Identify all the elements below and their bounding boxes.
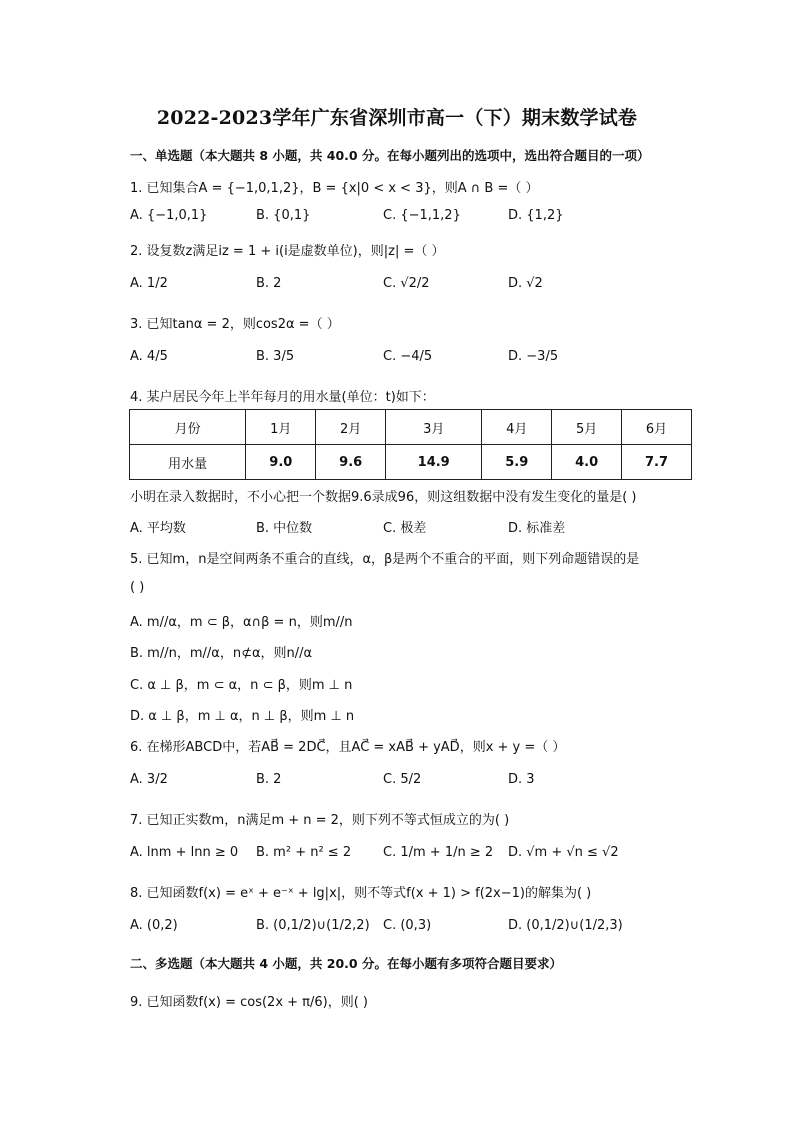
question-5-option-a: A. m//α，m ⊂ β，α∩β = n，则m//n (130, 615, 353, 630)
table-header-row (130, 410, 692, 445)
question-6-option-c: C. 5/2 (383, 772, 422, 787)
question-8-option-a: A. (0,2) (130, 918, 178, 933)
question-3-option-b: B. 3/5 (256, 349, 295, 364)
table-cell: 5.9 (482, 445, 552, 480)
question-6-stem: 6. 在梯形ABCD中，若AB⃗ = 2DC⃗，且AC⃗ = xAB⃗ + yAD⃗，则x + y =（ ） (130, 740, 566, 755)
question-9-stem: 9. 已知函数f(x) = cos(2x + π/6)，则( ) (130, 995, 368, 1010)
question-4-stem: 4. 某户居民今年上半年每月的用水量(单位：t)如下： (130, 390, 435, 405)
question-5-stem-continued: ( ) (130, 580, 145, 595)
question-1-option-c: C. {−1,1,2} (383, 208, 461, 223)
question-4-option-c: C. 极差 (383, 521, 427, 536)
question-8-option-d: D. (0,1/2)∪(1/2,3) (508, 918, 623, 933)
question-4-option-a: A. 平均数 (130, 521, 186, 536)
table-cell: 2月 (316, 410, 386, 445)
table-cell: 1月 (246, 410, 316, 445)
table-cell: 5月 (552, 410, 622, 445)
table-cell: 3月 (386, 410, 482, 445)
question-7-option-d: D. √m + √n ≤ √2 (508, 845, 619, 860)
water-usage-table (129, 409, 692, 480)
question-5-stem: 5. 已知m，n是空间两条不重合的直线，α，β是两个不重合的平面，则下列命题错误的是 (130, 552, 640, 567)
question-5-option-c: C. α ⊥ β，m ⊂ α，n ⊂ β，则m ⊥ n (130, 678, 353, 693)
question-2-option-d: D. √2 (508, 276, 543, 291)
question-7-option-b: B. m² + n² ≤ 2 (256, 845, 352, 860)
question-2-option-b: B. 2 (256, 276, 282, 291)
question-8-stem: 8. 已知函数f(x) = eˣ + e⁻ˣ + lg|x|，则不等式f(x + 1) > f(2x−1)的解集为( ) (130, 886, 592, 901)
question-5-option-b: B. m//n，m//α，n⊄α，则n//α (130, 646, 313, 661)
question-3-option-a: A. 4/5 (130, 349, 168, 364)
question-1-option-a: A. {−1,0,1} (130, 208, 208, 223)
question-7-option-c: C. 1/m + 1/n ≥ 2 (383, 845, 494, 860)
table-cell: 用水量 (130, 445, 246, 480)
question-6-option-d: D. 3 (508, 772, 535, 787)
question-4-followup: 小明在录入数据时，不小心把一个数据9.6录成96，则这组数据中没有发生变化的量是( ) (130, 490, 637, 505)
question-1-option-b: B. {0,1} (256, 208, 311, 223)
page-title: 2022-2023学年广东省深圳市高一（下）期末数学试卷 (156, 107, 638, 129)
table-cell: 9.6 (316, 445, 386, 480)
table-cell: 14.9 (386, 445, 482, 480)
question-7-stem: 7. 已知正实数m，n满足m + n = 2，则下列不等式恒成立的为( ) (130, 813, 510, 828)
section-heading-multiple-choice: 二、多选题（本大题共 4 小题，共 20.0 分。在每小题有多项符合题目要求） (130, 956, 562, 971)
table-row (130, 445, 692, 480)
question-4-option-b: B. 中位数 (256, 521, 313, 536)
question-1-stem: 1. 已知集合A = {−1,0,1,2}，B = {x|0 < x < 3}，则A ∩ B =（ ） (130, 181, 539, 196)
question-3-option-c: C. −4/5 (383, 349, 433, 364)
question-2-option-c: C. √2/2 (383, 276, 430, 291)
table-cell: 4.0 (552, 445, 622, 480)
table-cell: 6月 (622, 410, 692, 445)
table-cell: 7.7 (622, 445, 692, 480)
question-8-option-c: C. (0,3) (383, 918, 432, 933)
question-8-option-b: B. (0,1/2)∪(1/2,2) (256, 918, 370, 933)
question-5-option-d: D. α ⊥ β，m ⊥ α，n ⊥ β，则m ⊥ n (130, 709, 355, 724)
question-2-stem: 2. 设复数z满足iz = 1 + i(i是虚数单位)，则|z| =（ ） (130, 244, 445, 259)
question-7-option-a: A. lnm + lnn ≥ 0 (130, 845, 239, 860)
table-cell: 9.0 (246, 445, 316, 480)
question-3-option-d: D. −3/5 (508, 349, 559, 364)
question-1-option-d: D. {1,2} (508, 208, 564, 223)
section-heading-single-choice: 一、单选题（本大题共 8 小题，共 40.0 分。在每小题列出的选项中，选出符合题目的一项） (130, 148, 650, 163)
question-4-option-d: D. 标准差 (508, 521, 566, 536)
question-3-stem: 3. 已知tanα = 2，则cos2α =（ ） (130, 317, 340, 332)
table-cell: 4月 (482, 410, 552, 445)
question-2-option-a: A. 1/2 (130, 276, 168, 291)
question-6-option-b: B. 2 (256, 772, 282, 787)
table-cell: 月份 (130, 410, 246, 445)
question-6-option-a: A. 3/2 (130, 772, 168, 787)
